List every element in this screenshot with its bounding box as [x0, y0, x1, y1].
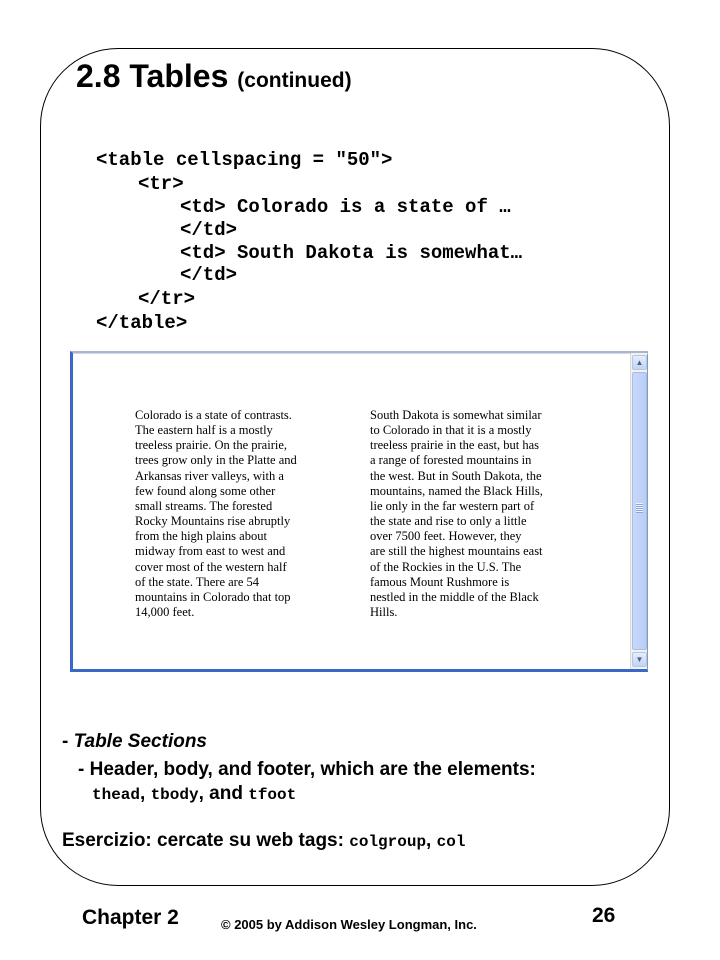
browser-top-edge [73, 353, 648, 354]
grip-icon [636, 503, 643, 513]
scroll-thumb[interactable] [632, 372, 647, 650]
slide-title-suffix: (continued) [237, 69, 352, 92]
bullet-dash: - [62, 731, 74, 752]
colorado-text-line: few found along some other [135, 483, 276, 498]
south-dakota-text-line: over 7500 feet. However, they [370, 529, 522, 544]
footer-chapter: Chapter 2 [82, 906, 179, 929]
tag-col: col [436, 833, 466, 851]
south-dakota-text-line: mountains, named the Black Hills, [370, 483, 543, 498]
south-dakota-text-line: the state and rise to only a little [370, 514, 527, 529]
code-line-table-open: <table cellspacing = "50"> [96, 149, 393, 171]
tag-and-text: and [209, 783, 249, 804]
tag-thead: thead [92, 786, 141, 804]
slide-title [76, 58, 352, 95]
footer-copyright: © 2005 by Addison Wesley Longman, Inc. [221, 917, 477, 932]
south-dakota-text-line: famous Mount Rushmore is [370, 574, 510, 589]
tag-separator-2: , [198, 783, 210, 804]
code-line-tr-open: <tr> [138, 173, 184, 195]
bullet-sections-description: - Header, body, and footer, which are the elements: [78, 759, 536, 780]
tag-tfoot: tfoot [248, 786, 297, 804]
code-line-td-colorado: <td> Colorado is a state of … [180, 196, 511, 218]
code-line-td-south-dakota: <td> South Dakota is somewhat… [180, 242, 523, 264]
tag-separator-1: , [140, 783, 151, 804]
arrow-down-icon: ▼ [635, 655, 644, 664]
colorado-text-line: of the state. There are 54 [135, 574, 260, 589]
south-dakota-text-line: are still the highest mountains east [370, 544, 543, 559]
exercise-separator: , [426, 830, 437, 851]
tag-colgroup: colgroup [349, 833, 427, 851]
colorado-text-line: treeless prairie. On the prairie, [135, 438, 288, 453]
bullet-heading: Table Sections [73, 731, 207, 752]
colorado-text-line: 14,000 feet. [135, 605, 195, 620]
colorado-text-line: midway from east to west and [135, 544, 286, 559]
code-line-td-close-1: </td> [180, 219, 238, 241]
colorado-text-line: trees grow only in the Platte and [135, 453, 297, 468]
south-dakota-text-line: treeless prairie in the east, but has [370, 438, 540, 453]
colorado-text-line: Arkansas river valleys, with a [135, 468, 284, 483]
colorado-text-line: mountains in Colorado that top [135, 589, 291, 604]
code-line-td-close-2: </td> [180, 264, 238, 286]
footer-page-number: 26 [592, 904, 616, 927]
exercise-text: Esercizio: cercate su web tags: [62, 830, 350, 851]
colorado-text-line: cover most of the western half [135, 559, 287, 574]
south-dakota-text-line: a range of forested mountains in [370, 453, 532, 468]
scroll-down-button[interactable] [632, 652, 647, 667]
south-dakota-text-line: South Dakota is somewhat similar [370, 408, 542, 422]
south-dakota-text-line: the west. But in South Dakota, the [370, 468, 542, 483]
colorado-text-line: small streams. The forested [135, 498, 273, 513]
south-dakota-text-line: to Colorado in that it is a mostly [370, 423, 532, 438]
code-line-table-close: </table> [96, 312, 188, 334]
colorado-text-line: from the high plains about [135, 529, 267, 544]
colorado-text-line: Colorado is a state of contrasts. [135, 408, 292, 422]
exercise-line [62, 830, 465, 852]
colorado-text-line: The eastern half is a mostly [135, 423, 273, 438]
bullet-section-tags [92, 783, 296, 805]
tag-tbody: tbody [150, 786, 199, 804]
slide-title-main: 2.8 Tables [76, 58, 229, 94]
table-cell-south-dakota [370, 408, 585, 620]
table-cell-colorado [135, 408, 345, 620]
south-dakota-text-line: Hills. [370, 605, 398, 620]
south-dakota-text-line: lie only in the far western part of [370, 498, 535, 513]
scroll-up-button[interactable] [632, 355, 647, 370]
south-dakota-text-line: of the Rockies in the U.S. The [370, 559, 522, 574]
vertical-scrollbar[interactable] [630, 353, 647, 669]
browser-render-screenshot [70, 351, 648, 672]
bullet-table-sections [62, 731, 207, 753]
colorado-text-line: Rocky Mountains rise abruptly [135, 514, 291, 529]
arrow-up-icon: ▲ [635, 358, 644, 367]
code-line-tr-close: </tr> [138, 288, 196, 310]
south-dakota-text-line: nestled in the middle of the Black [370, 589, 539, 604]
